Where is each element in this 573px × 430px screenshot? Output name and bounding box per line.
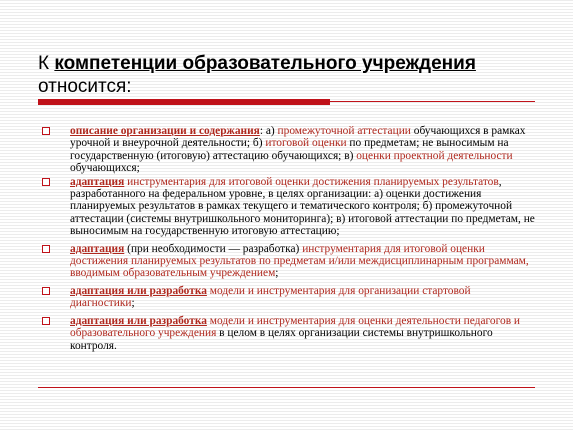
list-item: описание организации и содержания: а) промежуточной аттестации обучающихся в рамках урочной и внеурочной деятельности; б) итоговой оценки по предметам; не выносимым на государственную (итоговую) аттестацию обучающихся; в) оценки проектной деятельности обучающихся; <box>42 125 537 175</box>
title-emphasis: компетенции образовательного учреждения <box>54 53 476 74</box>
square-bullet-icon <box>42 178 50 186</box>
slide-title <box>38 52 538 98</box>
title-prefix: К <box>38 53 55 74</box>
list-item: адаптация инструментария для итоговой оценки достижения планируемых результатов, разработанного на федеральном уровне, в целях организации: а) оценки достижения планируемых результатов в рамках текущего и тематического контроля; б) промежуточной аттестации (системы внутришкольного мониторинга); в) итоговой аттестации по предметам, не выносимым на государственную итоговую аттестацию; <box>42 176 537 238</box>
list-item: адаптация (при необходимости — разработка) инструментария для итоговой оценки достижения планируемых результатов по предметам и/или междисциплинарным программам, вводимым образовательным учреждением; <box>42 243 537 280</box>
title-underline-line <box>330 101 535 102</box>
title-underline-bar <box>38 99 330 105</box>
square-bullet-icon <box>42 287 50 295</box>
list-item: адаптация или разработка модели и инструментария для организации стартовой диагностики; <box>42 285 537 310</box>
list-item: адаптация или разработка модели и инструментария для оценки деятельности педагогов и образовательного учреждения в целом в целях организации системы внутришкольного контроля. <box>42 315 537 352</box>
square-bullet-icon <box>42 245 50 253</box>
square-bullet-icon <box>42 317 50 325</box>
footer-divider <box>38 387 535 388</box>
square-bullet-icon <box>42 127 50 135</box>
title-suffix: относится: <box>38 76 132 97</box>
competence-list <box>42 125 537 352</box>
